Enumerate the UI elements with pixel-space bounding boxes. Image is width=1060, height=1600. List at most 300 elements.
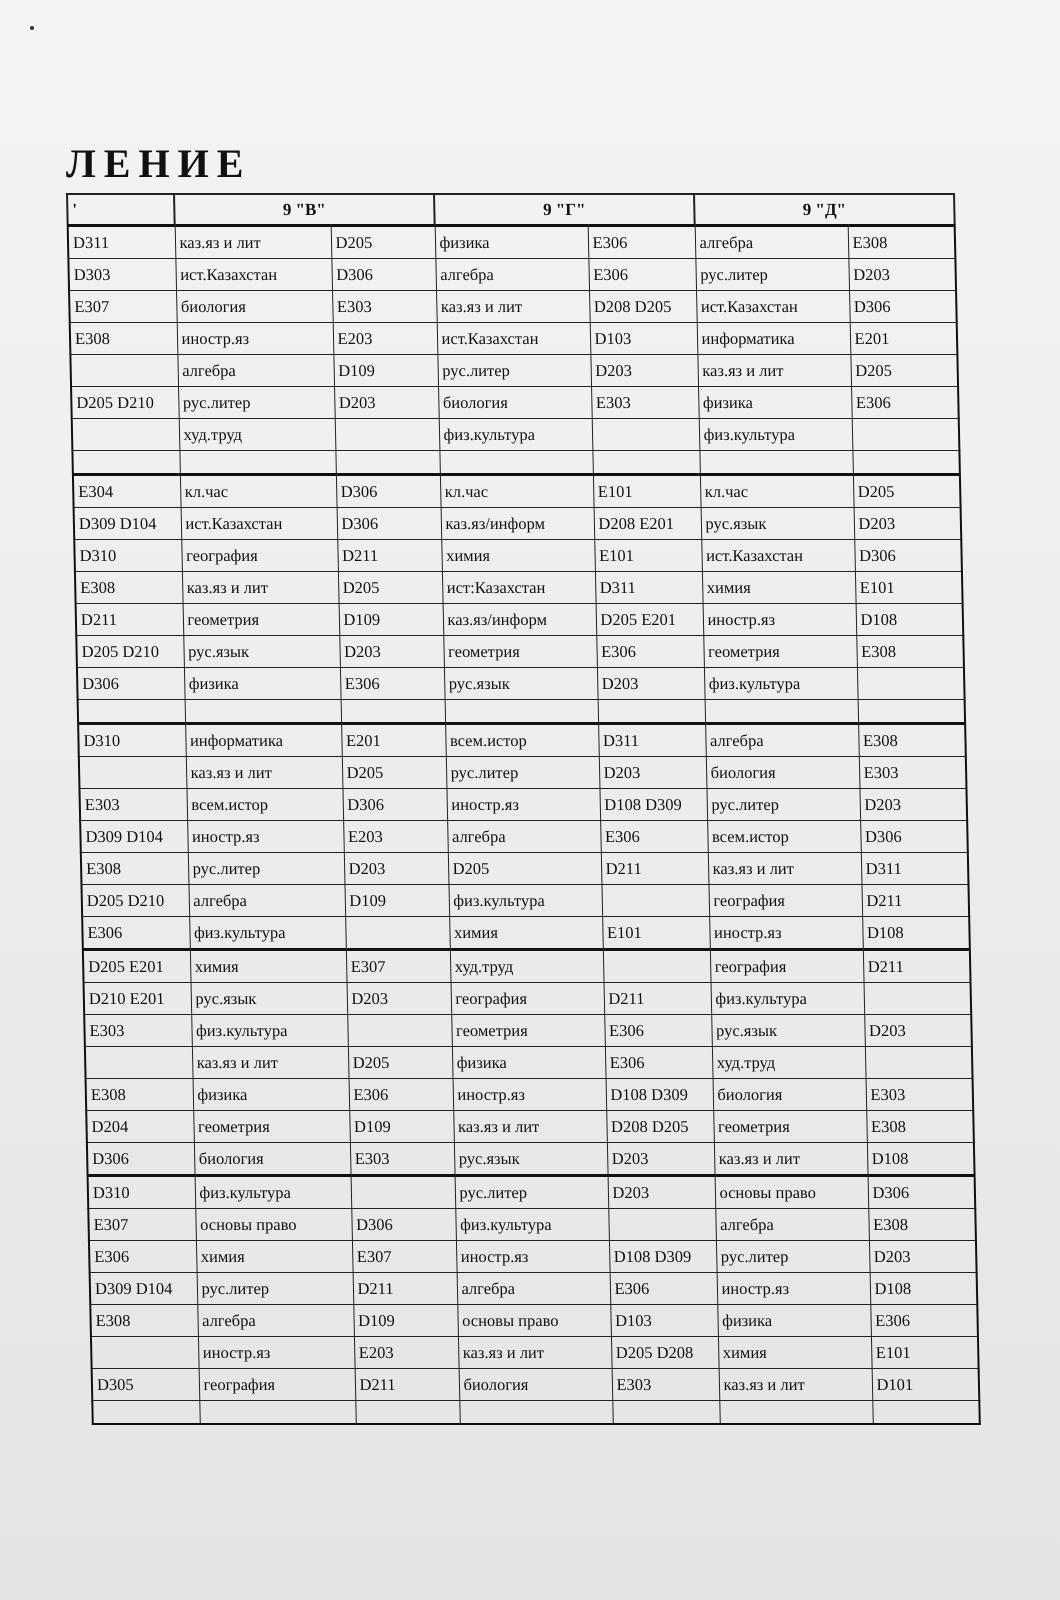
- class-header-9g: 9 "Г": [434, 194, 695, 226]
- cabinet-cell-9d: D203: [859, 789, 967, 821]
- cabinet-cell-9d: E303: [859, 757, 967, 789]
- lesson-row: [72, 419, 960, 451]
- lesson-row: [76, 636, 964, 668]
- subject-cell-9d: алгебра: [695, 226, 849, 259]
- cabinet-cell-9d: D306: [849, 291, 957, 323]
- subject-cell-9d: рус.язык: [701, 508, 855, 540]
- cabinet-cell-9v: E307: [346, 950, 451, 983]
- cabinet-cell-9d: D108: [856, 604, 964, 636]
- subject-cell-9d: кл.час: [700, 475, 854, 508]
- cabinet-cell-9v: D306: [336, 475, 441, 508]
- subject-cell-9d: химия: [718, 1337, 872, 1369]
- subject-cell-9v: каз.яз и лит: [182, 572, 339, 604]
- lesson-row: [81, 853, 969, 885]
- cabinet-cell-9d: D108: [870, 1273, 978, 1305]
- subject-cell-9g: химия: [449, 917, 603, 950]
- cabinet-cell-9v: D205: [342, 757, 447, 789]
- cabinet-cell-9v: E203: [354, 1337, 459, 1369]
- cabinet-cell-9d: [852, 419, 960, 451]
- subject-cell-9v: рус.язык: [183, 636, 340, 668]
- cabinet-cell-9d: E306: [851, 387, 959, 419]
- subject-cell-9g: [439, 451, 593, 475]
- cabinet-cell-9g: D203: [607, 1143, 715, 1176]
- cabinet-cell-prev: E308: [90, 1305, 198, 1337]
- cabinet-cell-9g: D311: [595, 572, 703, 604]
- cabinet-cell-9d: D311: [861, 853, 969, 885]
- cabinet-cell-9v: [347, 1015, 452, 1047]
- subject-cell-9g: каз.яз/информ: [443, 604, 597, 636]
- cabinet-cell-9d: [872, 1401, 980, 1425]
- subject-cell-9v: алгебра: [177, 355, 334, 387]
- subject-cell-9v: физ.культура: [195, 1176, 352, 1209]
- cabinet-cell-prev: E306: [89, 1241, 197, 1273]
- cabinet-cell-9v: D306: [342, 789, 447, 821]
- cabinet-cell-9g: E303: [612, 1369, 720, 1401]
- subject-cell-9v: география: [199, 1369, 356, 1401]
- cabinet-cell-9v: D109: [339, 604, 444, 636]
- subject-cell-9g: каз.яз/информ: [441, 508, 595, 540]
- subject-cell-9v: каз.яз и лит: [186, 757, 343, 789]
- subject-cell-9d: основы право: [715, 1176, 869, 1209]
- subject-cell-9g: худ.труд: [450, 950, 604, 983]
- cabinet-cell-prev: E304: [73, 475, 181, 508]
- cabinet-cell-prev: D205 D210: [81, 885, 189, 917]
- subject-cell-9d: физика: [698, 387, 852, 419]
- cabinet-cell-9g: D205 E201: [596, 604, 704, 636]
- cabinet-cell-9v: D205: [348, 1047, 453, 1079]
- lesson-row: [73, 475, 961, 508]
- subject-cell-9d: биология: [713, 1079, 867, 1111]
- lesson-row: [90, 1305, 978, 1337]
- lesson-row: [68, 226, 956, 259]
- cabinet-cell-9v: D306: [351, 1209, 456, 1241]
- subject-cell-9g: химия: [441, 540, 595, 572]
- cabinet-cell-9g: E306: [588, 259, 696, 291]
- cabinet-cell-9v: E203: [343, 821, 448, 853]
- subject-cell-9g: алгебра: [435, 259, 589, 291]
- cabinet-cell-9g: E306: [600, 821, 708, 853]
- subject-cell-9g: физ.культура: [448, 885, 602, 917]
- cabinet-cell-9d: E308: [856, 636, 964, 668]
- cabinet-cell-9v: E203: [333, 323, 438, 355]
- class-header-9d: 9 "Д": [694, 194, 955, 226]
- subject-cell-9d: [705, 700, 859, 724]
- day-block-5: [88, 1176, 980, 1425]
- subject-cell-9v: рус.язык: [191, 983, 348, 1015]
- subject-cell-9d: каз.яз и лит: [714, 1143, 868, 1176]
- subject-cell-9v: основы право: [195, 1209, 352, 1241]
- subject-cell-9v: физ.культура: [191, 1015, 348, 1047]
- cabinet-cell-prev: [72, 451, 180, 475]
- subject-cell-9g: иностр.яз: [446, 789, 600, 821]
- lesson-row: [78, 700, 966, 724]
- cabinet-cell-prev: E308: [75, 572, 183, 604]
- speck: [30, 26, 34, 30]
- cabinet-cell-9v: D109: [349, 1111, 454, 1143]
- cabinet-cell-9v: D109: [344, 885, 449, 917]
- subject-cell-9d: геометрия: [713, 1111, 867, 1143]
- cabinet-cell-prev: E308: [70, 323, 178, 355]
- cabinet-cell-9v: E306: [349, 1079, 454, 1111]
- subject-cell-9d: химия: [702, 572, 856, 604]
- cabinet-cell-9d: E308: [858, 724, 966, 757]
- subject-cell-9d: каз.яз и лит: [708, 853, 862, 885]
- cabinet-cell-prev: [72, 419, 180, 451]
- subject-cell-9v: биология: [176, 291, 333, 323]
- cabinet-cell-9v: [351, 1176, 456, 1209]
- subject-cell-9v: физика: [193, 1079, 350, 1111]
- subject-cell-9v: рус.литер: [197, 1273, 354, 1305]
- cabinet-cell-9v: [341, 700, 446, 724]
- class-header-9v: 9 "В": [174, 194, 435, 226]
- subject-cell-9g: ист.Казахстан: [437, 323, 591, 355]
- cabinet-cell-9g: [601, 885, 709, 917]
- lesson-row: [84, 983, 972, 1015]
- subject-cell-9g: каз.яз и лит: [458, 1337, 612, 1369]
- subject-cell-9d: алгебра: [715, 1209, 869, 1241]
- cabinet-cell-prev: D205 E201: [83, 950, 191, 983]
- cabinet-cell-9v: D109: [353, 1305, 458, 1337]
- subject-cell-9d: [719, 1401, 872, 1425]
- lesson-row: [88, 1209, 976, 1241]
- cabinet-cell-9g: E303: [591, 387, 699, 419]
- day-block-4: [83, 950, 975, 1176]
- subject-cell-9g: каз.яз и лит: [453, 1111, 607, 1143]
- subject-cell-9d: физ.культура: [711, 983, 865, 1015]
- lesson-row: [92, 1401, 980, 1425]
- subject-cell-9g: рус.язык: [454, 1143, 608, 1176]
- cabinet-cell-9v: D203: [339, 636, 444, 668]
- lesson-row: [78, 724, 966, 757]
- cabinet-cell-prev: E303: [84, 1015, 192, 1047]
- subject-cell-9g: физика: [452, 1047, 606, 1079]
- subject-cell-9v: [185, 700, 342, 724]
- cabinet-cell-9d: E308: [848, 226, 956, 259]
- cabinet-cell-9v: [345, 917, 450, 950]
- cabinet-cell-9v: [335, 451, 440, 475]
- cabinet-cell-prev: D309 D104: [74, 508, 182, 540]
- cabinet-cell-9g: D203: [608, 1176, 716, 1209]
- lesson-row: [83, 950, 971, 983]
- page-title: ЛЕНИЕ: [66, 141, 252, 186]
- cabinet-cell-9v: D306: [337, 508, 442, 540]
- subject-cell-9v: [199, 1401, 355, 1425]
- cabinet-cell-9g: E306: [604, 1015, 712, 1047]
- cabinet-cell-prev: D210 E201: [84, 983, 192, 1015]
- cabinet-cell-9v: D306: [331, 259, 436, 291]
- cabinet-cell-9d: [852, 451, 960, 475]
- cabinet-cell-9g: D108 D309: [599, 789, 707, 821]
- lesson-row: [72, 451, 960, 475]
- subject-cell-9g: алгебра: [457, 1273, 611, 1305]
- subject-cell-9v: ист.Казахстан: [181, 508, 338, 540]
- lesson-row: [86, 1111, 974, 1143]
- lesson-row: [69, 291, 957, 323]
- cabinet-cell-prev: [70, 355, 178, 387]
- subject-cell-9d: ист.Казахстан: [701, 540, 855, 572]
- cabinet-cell-9g: E306: [610, 1273, 718, 1305]
- subject-cell-9d: всем.истор: [707, 821, 861, 853]
- cabinet-cell-9v: D203: [344, 853, 449, 885]
- subject-cell-9d: [699, 451, 853, 475]
- cabinet-cell-9d: D108: [867, 1143, 975, 1176]
- cabinet-cell-9v: D205: [331, 226, 436, 259]
- subject-cell-9g: биология: [438, 387, 592, 419]
- day-block-1: [68, 226, 960, 475]
- subject-cell-9g: геометрия: [451, 1015, 605, 1047]
- cabinet-cell-9v: D203: [347, 983, 452, 1015]
- cabinet-cell-9v: [355, 1401, 459, 1425]
- lesson-row: [74, 540, 962, 572]
- cabinet-cell-9d: D211: [863, 950, 971, 983]
- cabinet-cell-9d: D205: [853, 475, 961, 508]
- cabinet-cell-prev: [79, 757, 187, 789]
- subject-cell-9d: рус.язык: [711, 1015, 865, 1047]
- subject-cell-9g: география: [451, 983, 605, 1015]
- subject-cell-9g: [459, 1401, 612, 1425]
- cabinet-cell-9d: [865, 1047, 973, 1079]
- subject-cell-9g: биология: [459, 1369, 613, 1401]
- lesson-row: [85, 1047, 973, 1079]
- lesson-row: [79, 789, 967, 821]
- subject-cell-9g: основы право: [457, 1305, 611, 1337]
- subject-cell-9d: география: [709, 885, 863, 917]
- day-block-3: [78, 724, 970, 950]
- cabinet-cell-9v: D211: [355, 1369, 460, 1401]
- cabinet-cell-9g: E101: [594, 540, 702, 572]
- subject-cell-9d: иностр.яз: [703, 604, 857, 636]
- lesson-row: [81, 885, 969, 917]
- cabinet-cell-9d: [857, 668, 965, 700]
- cabinet-cell-9v: E306: [340, 668, 445, 700]
- cabinet-cell-9d: D205: [850, 355, 958, 387]
- cabinet-cell-9d: D101: [872, 1369, 980, 1401]
- subject-cell-9d: информатика: [697, 323, 851, 355]
- subject-cell-9v: физика: [184, 668, 341, 700]
- cabinet-cell-9g: D203: [590, 355, 698, 387]
- cabinet-cell-9g: [592, 419, 700, 451]
- subject-cell-9g: иностр.яз: [456, 1241, 610, 1273]
- cabinet-cell-9g: D211: [601, 853, 709, 885]
- cabinet-cell-prev: D205 D210: [76, 636, 184, 668]
- cabinet-cell-prev: [85, 1047, 193, 1079]
- cabinet-cell-prev: D305: [92, 1369, 200, 1401]
- subject-cell-9g: рус.литер: [455, 1176, 609, 1209]
- subject-cell-9d: физ.культура: [704, 668, 858, 700]
- cabinet-cell-prev: [91, 1337, 199, 1369]
- subject-cell-9g: рус.литер: [437, 355, 591, 387]
- cabinet-cell-prev: D310: [78, 724, 186, 757]
- subject-cell-9v: информатика: [185, 724, 342, 757]
- subject-cell-9d: каз.яз и лит: [697, 355, 851, 387]
- subject-cell-9v: кл.час: [180, 475, 337, 508]
- subject-cell-9v: каз.яз и лит: [175, 226, 332, 259]
- lesson-row: [71, 387, 959, 419]
- cabinet-cell-9g: E101: [593, 475, 701, 508]
- cabinet-cell-prev: D211: [76, 604, 184, 636]
- subject-cell-9v: химия: [190, 950, 347, 983]
- subject-cell-9d: физ.культура: [699, 419, 853, 451]
- subject-cell-9v: ист.Казахстан: [175, 259, 332, 291]
- cabinet-cell-9d: D211: [862, 885, 970, 917]
- subject-cell-9d: биология: [706, 757, 860, 789]
- lesson-row: [88, 1176, 976, 1209]
- subject-cell-9g: физика: [435, 226, 589, 259]
- cabinet-cell-9v: E303: [350, 1143, 455, 1176]
- lesson-row: [74, 508, 962, 540]
- subject-cell-9d: иностр.яз: [709, 917, 863, 950]
- cabinet-cell-9d: D306: [868, 1176, 976, 1209]
- cabinet-cell-9d: E308: [868, 1209, 976, 1241]
- subject-cell-9v: иностр.яз: [187, 821, 344, 853]
- subject-cell-9v: иностр.яз: [177, 323, 334, 355]
- subject-cell-9v: каз.яз и лит: [192, 1047, 349, 1079]
- subject-cell-9v: алгебра: [188, 885, 345, 917]
- lesson-row: [70, 355, 958, 387]
- day-block-2: [73, 475, 965, 724]
- cabinet-cell-prev: E306: [82, 917, 190, 950]
- subject-cell-9d: рус.литер: [695, 259, 849, 291]
- lesson-row: [79, 757, 967, 789]
- subject-cell-9g: физ.культура: [455, 1209, 609, 1241]
- cabinet-cell-prev: D303: [68, 259, 176, 291]
- subject-cell-9v: геометрия: [193, 1111, 350, 1143]
- lesson-row: [76, 604, 964, 636]
- cabinet-cell-9v: D203: [334, 387, 439, 419]
- cabinet-cell-9g: D203: [597, 668, 705, 700]
- cabinet-cell-9g: D108 D309: [609, 1241, 717, 1273]
- cabinet-cell-prev: E307: [69, 291, 177, 323]
- cabinet-cell-9d: D108: [862, 917, 970, 950]
- cabinet-cell-9d: E101: [871, 1337, 979, 1369]
- cabinet-cell-9v: E307: [352, 1241, 457, 1273]
- cabinet-cell-9g: D311: [598, 724, 706, 757]
- lesson-row: [91, 1337, 979, 1369]
- cabinet-cell-9g: [612, 1401, 720, 1425]
- cabinet-cell-9g: D108 D309: [606, 1079, 714, 1111]
- cabinet-cell-prev: D310: [88, 1176, 196, 1209]
- subject-cell-9g: каз.яз и лит: [436, 291, 590, 323]
- cabinet-cell-9g: D208 D205: [606, 1111, 714, 1143]
- lesson-row: [92, 1369, 980, 1401]
- cabinet-cell-prev: D205 D210: [71, 387, 179, 419]
- lesson-row: [82, 917, 970, 950]
- subject-cell-9d: рус.литер: [706, 789, 860, 821]
- lesson-row: [75, 572, 963, 604]
- subject-cell-9d: ист.Казахстан: [696, 291, 850, 323]
- subject-cell-9v: алгебра: [197, 1305, 354, 1337]
- cabinet-cell-9d: D306: [854, 540, 962, 572]
- subject-cell-9g: алгебра: [447, 821, 601, 853]
- cabinet-cell-9g: [598, 700, 706, 724]
- schedule-table: [66, 193, 981, 1425]
- lesson-row: [80, 821, 968, 853]
- cabinet-cell-prev: D310: [74, 540, 182, 572]
- cabinet-cell-9g: E101: [602, 917, 710, 950]
- subject-cell-9v: биология: [194, 1143, 351, 1176]
- cabinet-cell-9v: D211: [337, 540, 442, 572]
- cabinet-cell-9d: D203: [848, 259, 956, 291]
- cabinet-cell-9g: [603, 950, 711, 983]
- cabinet-cell-9g: E306: [605, 1047, 713, 1079]
- cabinet-cell-9g: D208 E201: [594, 508, 702, 540]
- lesson-row: [87, 1143, 975, 1176]
- cabinet-cell-9g: E306: [596, 636, 704, 668]
- cabinet-cell-prev: D306: [77, 668, 185, 700]
- cabinet-cell-9g: D203: [599, 757, 707, 789]
- header-row: [67, 194, 955, 226]
- lesson-row: [90, 1273, 978, 1305]
- lesson-row: [89, 1241, 977, 1273]
- cabinet-cell-prev: D309 D104: [80, 821, 188, 853]
- subject-cell-9g: геометрия: [443, 636, 597, 668]
- cabinet-cell-9d: D203: [864, 1015, 972, 1047]
- subject-cell-9v: [179, 451, 336, 475]
- cabinet-cell-9d: E308: [866, 1111, 974, 1143]
- subject-cell-9d: физика: [717, 1305, 871, 1337]
- cabinet-cell-9v: D109: [333, 355, 438, 387]
- subject-cell-9g: кл.час: [440, 475, 594, 508]
- cabinet-cell-9d: D203: [854, 508, 962, 540]
- schedule-sheet: [66, 193, 981, 1425]
- subject-cell-9g: всем.истор: [445, 724, 599, 757]
- subject-cell-9v: всем.истор: [186, 789, 343, 821]
- subject-cell-9g: физ.культура: [439, 419, 593, 451]
- subject-cell-9g: [445, 700, 599, 724]
- subject-cell-9v: физ.культура: [189, 917, 346, 950]
- subject-cell-9g: иностр.яз: [453, 1079, 607, 1111]
- cabinet-cell-9g: D208 D205: [589, 291, 697, 323]
- subject-cell-9g: D205: [448, 853, 602, 885]
- cabinet-cell-9g: [592, 451, 700, 475]
- cabinet-cell-9g: [608, 1209, 716, 1241]
- cabinet-cell-9d: D306: [860, 821, 968, 853]
- subject-cell-9d: иностр.яз: [717, 1273, 871, 1305]
- cabinet-cell-prev: E308: [86, 1079, 194, 1111]
- cabinet-cell-prev: E307: [88, 1209, 196, 1241]
- subject-cell-9v: геометрия: [183, 604, 340, 636]
- subject-cell-9v: рус.литер: [178, 387, 335, 419]
- lesson-row: [84, 1015, 972, 1047]
- cabinet-cell-9d: E101: [855, 572, 963, 604]
- subject-cell-9g: рус.литер: [446, 757, 600, 789]
- lesson-row: [77, 668, 965, 700]
- subject-cell-9d: каз.яз и лит: [719, 1369, 873, 1401]
- subject-cell-9v: география: [181, 540, 338, 572]
- cabinet-cell-9v: E303: [332, 291, 437, 323]
- cabinet-cell-9g: D205 D208: [611, 1337, 719, 1369]
- cabinet-cell-9g: E306: [588, 226, 696, 259]
- cabinet-cell-prev: D306: [87, 1143, 195, 1176]
- cabinet-cell-9v: [335, 419, 440, 451]
- subject-cell-9d: геометрия: [703, 636, 857, 668]
- cabinet-cell-prev: E308: [81, 853, 189, 885]
- cabinet-cell-9v: D205: [338, 572, 443, 604]
- cabinet-cell-9d: E201: [850, 323, 958, 355]
- subject-cell-9d: алгебра: [705, 724, 859, 757]
- lesson-row: [86, 1079, 974, 1111]
- subject-cell-9d: география: [710, 950, 864, 983]
- cabinet-cell-prev: D309 D104: [90, 1273, 198, 1305]
- cabinet-cell-9d: E303: [866, 1079, 974, 1111]
- cabinet-cell-prev: D204: [86, 1111, 194, 1143]
- cabinet-cell-9g: D103: [590, 323, 698, 355]
- cabinet-cell-9v: D211: [353, 1273, 458, 1305]
- subject-cell-9v: худ.труд: [179, 419, 336, 451]
- cabinet-cell-9d: D203: [869, 1241, 977, 1273]
- cabinet-cell-9d: [864, 983, 972, 1015]
- header-corner: ': [67, 194, 175, 226]
